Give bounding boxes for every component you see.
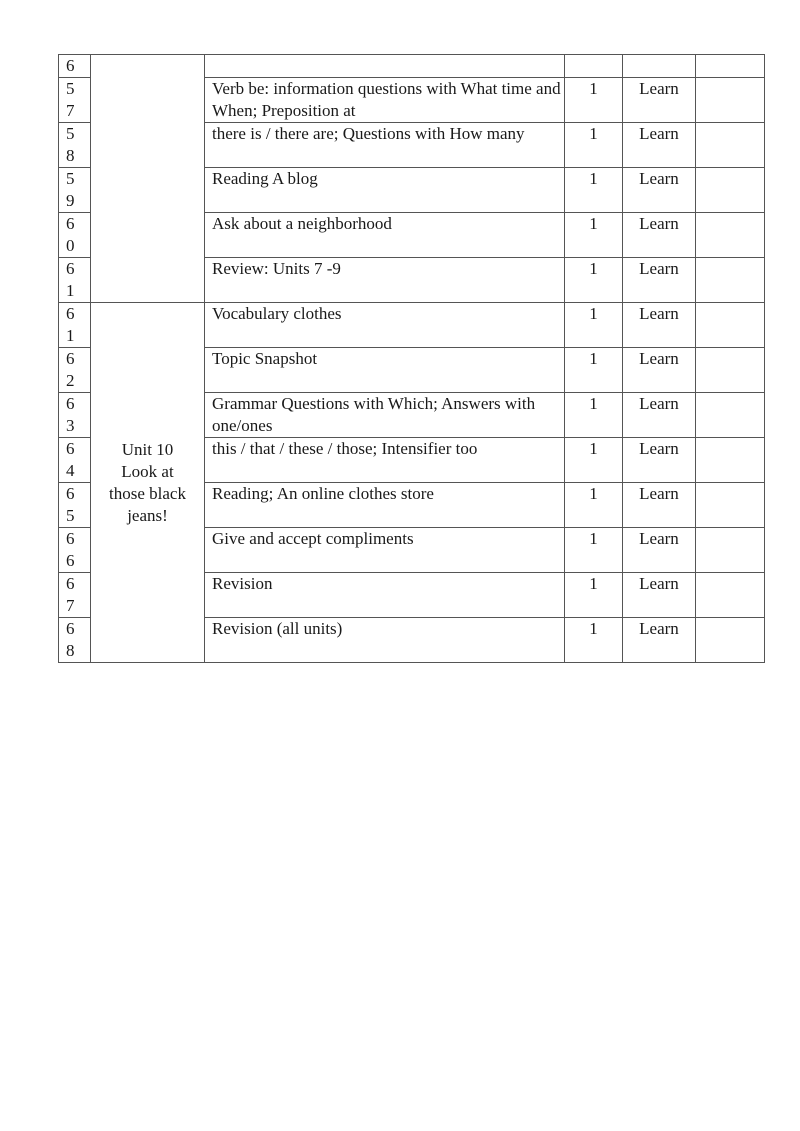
lesson-number: 6 [59,55,91,78]
lesson-plan-table [58,54,765,663]
topic-cell: Revision [205,573,565,618]
status-cell: Learn [623,348,696,393]
hours-cell: 1 [565,213,623,258]
topic-cell [205,55,565,78]
topic-cell: Grammar Questions with Which; Answers with one/ones [205,393,565,438]
lesson-number: 6 3 [59,393,91,438]
notes-cell [696,258,765,303]
status-cell: Learn [623,393,696,438]
topic-cell: Revision (all units) [205,618,565,663]
notes-cell [696,303,765,348]
lesson-number: 5 7 [59,78,91,123]
notes-cell [696,483,765,528]
hours-cell [565,55,623,78]
status-cell: Learn [623,123,696,168]
lesson-number: 6 1 [59,303,91,348]
status-cell: Learn [623,168,696,213]
status-cell: Learn [623,438,696,483]
status-cell: Learn [623,78,696,123]
hours-cell: 1 [565,573,623,618]
notes-cell [696,393,765,438]
lesson-number: 6 5 [59,483,91,528]
hours-cell: 1 [565,393,623,438]
notes-cell [696,618,765,663]
lesson-number: 6 2 [59,348,91,393]
status-cell: Learn [623,303,696,348]
topic-cell: Verb be: information questions with What time and When; Preposition at [205,78,565,123]
hours-cell: 1 [565,528,623,573]
topic-cell: Reading A blog [205,168,565,213]
unit-10-label: Unit 10 Look at those black jeans! [91,303,205,663]
notes-cell [696,438,765,483]
unit-cell-previous [91,55,205,303]
status-cell: Learn [623,213,696,258]
lesson-number: 6 8 [59,618,91,663]
status-cell: Learn [623,258,696,303]
status-cell: Learn [623,573,696,618]
status-cell [623,55,696,78]
hours-cell: 1 [565,303,623,348]
hours-cell: 1 [565,348,623,393]
hours-cell: 1 [565,78,623,123]
topic-cell: Vocabulary clothes [205,303,565,348]
topic-cell: Review: Units 7 -9 [205,258,565,303]
topic-cell: this / that / these / those; Intensifier too [205,438,565,483]
topic-cell: Give and accept compliments [205,528,565,573]
status-cell: Learn [623,483,696,528]
table-row [59,55,765,78]
hours-cell: 1 [565,258,623,303]
notes-cell [696,348,765,393]
status-cell: Learn [623,528,696,573]
notes-cell [696,213,765,258]
lesson-number: 6 7 [59,573,91,618]
notes-cell [696,78,765,123]
topic-cell: Ask about a neighborhood [205,213,565,258]
lesson-number: 6 6 [59,528,91,573]
topic-cell: Topic Snapshot [205,348,565,393]
notes-cell [696,123,765,168]
hours-cell: 1 [565,618,623,663]
hours-cell: 1 [565,483,623,528]
notes-cell [696,528,765,573]
notes-cell [696,55,765,78]
topic-cell: there is / there are; Questions with How many [205,123,565,168]
lesson-number: 5 9 [59,168,91,213]
table-row [59,303,765,348]
lesson-plan-table-container [58,54,765,663]
hours-cell: 1 [565,438,623,483]
hours-cell: 1 [565,123,623,168]
lesson-number: 6 4 [59,438,91,483]
notes-cell [696,573,765,618]
status-cell: Learn [623,618,696,663]
lesson-number: 5 8 [59,123,91,168]
lesson-number: 6 1 [59,258,91,303]
hours-cell: 1 [565,168,623,213]
lesson-number: 6 0 [59,213,91,258]
notes-cell [696,168,765,213]
topic-cell: Reading; An online clothes store [205,483,565,528]
